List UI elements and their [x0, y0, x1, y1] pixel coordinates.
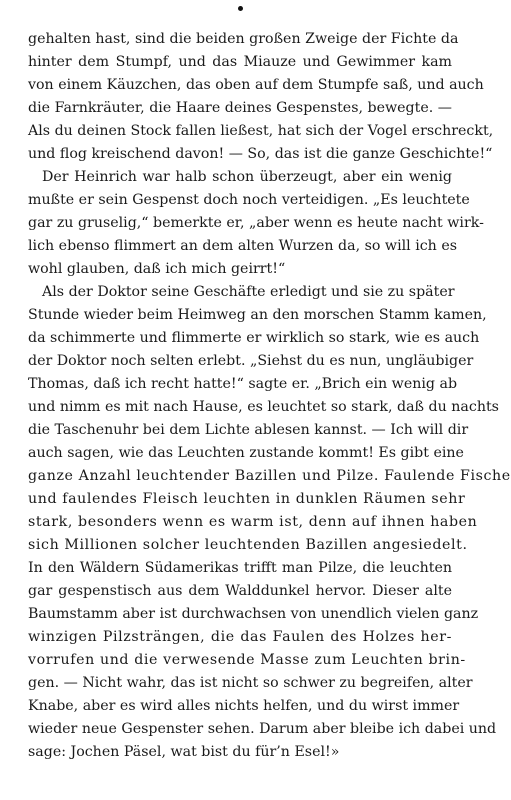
text-line: In den Wäldern Südamerikas trifft man Pilze, die leuchten: [28, 560, 452, 576]
text-line: gar gespenstisch aus dem Walddunkel hervor. Dieser alte: [28, 583, 452, 599]
text-line: gehalten hast, sind die beiden großen Zweige der Fichte da: [28, 31, 459, 47]
text-line: Knabe, aber es wird alles nichts helfen, und du wirst immer: [28, 698, 460, 714]
text-line: sage: Jochen Päsel, wat bist du für’n Esel!»: [28, 744, 340, 760]
text-line: von einem Käuzchen, das oben auf dem Stumpfe saß, und auch: [28, 77, 484, 93]
text-line: Als du deinen Stock fallen ließest, hat sich der Vogel erschreckt,: [28, 123, 494, 139]
text-line: und faulendes Fleisch leuchten in dunklen Räumen sehr: [28, 491, 466, 507]
text-line: winzigen Pilzsträngen, die das Faulen des Holzes her-: [28, 629, 452, 645]
text-line: auch sagen, wie das Leuchten zustande kommt! Es gibt eine: [28, 445, 464, 461]
text-line: Thomas, daß ich recht hatte!“ sagte er. „Brich ein wenig ab: [28, 376, 458, 392]
text-line: wohl glauben, daß ich mich geirrt!“: [28, 261, 286, 277]
text-line: Baumstamm aber ist durchwachsen von unendlich vielen ganz: [28, 606, 479, 622]
text-line: stark, besonders wenn es warm ist, denn auf ihnen haben: [28, 514, 478, 530]
text-line: gar zu gruselig,“ bemerkte er, „aber wenn es heute nacht wirk-: [28, 215, 484, 231]
body-text: [28, 28, 511, 764]
text-line: Als der Doktor seine Geschäfte erledigt und sie zu später: [42, 284, 455, 300]
text-line: die Farnkräuter, die Haare deines Gespenstes, bewegte. —: [28, 100, 452, 116]
text-line: sich Millionen solcher leuchtenden Bazillen angesiedelt.: [28, 537, 468, 553]
text-line: Der Heinrich war halb schon überzeugt, aber ein wenig: [42, 169, 452, 185]
text-line: lich ebenso flimmert an dem alten Wurzen da, so will ich es: [28, 238, 458, 254]
text-line: und nimm es mit nach Hause, es leuchtet so stark, daß du nachts: [28, 399, 499, 415]
text-line: da schimmerte und flimmerte er wirklich so stark, wie es auch: [28, 330, 480, 346]
top-mark: [238, 6, 243, 11]
text-line: hinter dem Stumpf, und das Miauze und Gewimmer kam: [28, 54, 452, 70]
text-line: wieder neue Gespenster sehen. Darum aber bleibe ich dabei und: [28, 721, 497, 737]
text-line: vorrufen und die verwesende Masse zum Leuchten brin-: [28, 652, 466, 668]
text-line: der Doktor noch selten erlebt. „Siehst du es nun, ungläubiger: [28, 353, 474, 369]
text-line: und flog kreischend davon! — So, das ist die ganze Geschichte!“: [28, 146, 493, 162]
text-line: die Taschenuhr bei dem Lichte ablesen kannst. — Ich will dir: [28, 422, 469, 438]
text-line: mußte er sein Gespenst doch noch verteidigen. „Es leuchtete: [28, 192, 470, 208]
text-line: ganze Anzahl leuchtender Bazillen und Pilze. Faulende Fische: [28, 468, 511, 484]
text-line: Stunde wieder beim Heimweg an den morschen Stamm kamen,: [28, 307, 487, 323]
text-line: gen. — Nicht wahr, das ist nicht so schwer zu begreifen, alter: [28, 675, 473, 691]
